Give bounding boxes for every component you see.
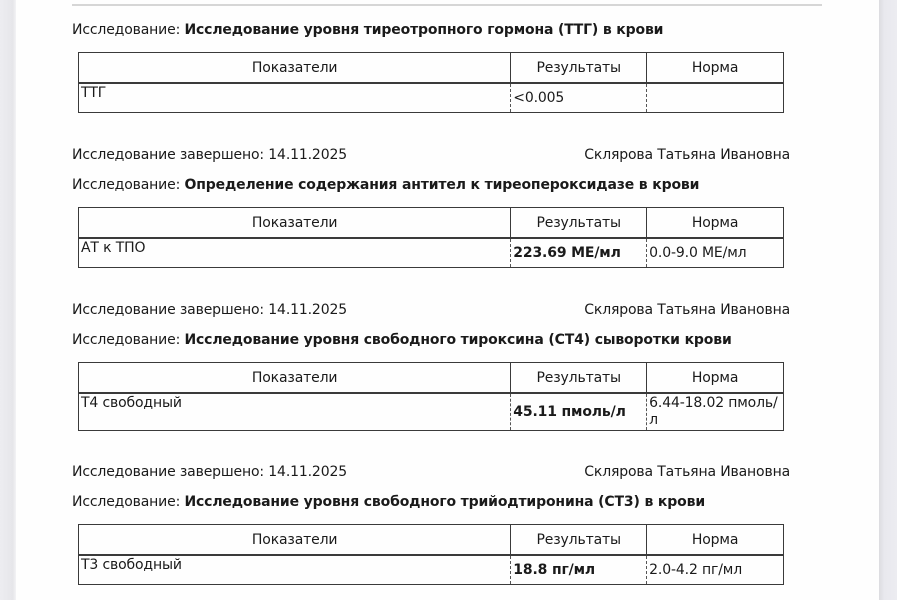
table-header-row	[79, 363, 784, 394]
study-prefix: Исследование:	[72, 22, 181, 38]
table-header-row	[79, 525, 784, 556]
results-table-ft3	[78, 524, 784, 585]
header-result: Результаты	[511, 53, 647, 84]
doctor-name: Склярова Татьяна Ивановна	[584, 147, 790, 163]
study-title: Исследование уровня тиреотропного гормона (ТТГ) в крови	[184, 22, 664, 38]
header-norm: Норма	[647, 363, 784, 394]
header-indicator: Показатели	[79, 525, 511, 556]
table-row	[79, 238, 784, 267]
study-prefix: Исследование:	[72, 332, 181, 348]
cell-result: 45.11 пмоль/л	[511, 393, 647, 430]
cell-indicator: Т3 свободный	[79, 555, 511, 584]
cell-indicator: ТТГ	[79, 83, 511, 112]
doctor-name: Склярова Татьяна Ивановна	[584, 302, 790, 318]
table-row	[79, 83, 784, 112]
cell-norm	[647, 83, 784, 112]
header-indicator: Показатели	[79, 53, 511, 84]
study-title-line	[72, 331, 732, 349]
header-indicator: Показатели	[79, 208, 511, 239]
study-title-line	[72, 21, 663, 39]
header-result: Результаты	[511, 208, 647, 239]
cell-norm: 6.44-18.02 пмоль/л	[647, 393, 784, 430]
header-result: Результаты	[511, 363, 647, 394]
study-title-line	[72, 493, 705, 511]
cell-result: 223.69 МЕ/мл	[511, 238, 647, 267]
completion-line: Исследование завершено: 14.11.2025	[72, 464, 347, 480]
study-title: Определение содержания антител к тиреопероксидазе в крови	[184, 177, 700, 193]
viewer-left-margin	[0, 0, 16, 600]
table-header-row	[79, 208, 784, 239]
cell-result: 18.8 пг/мл	[511, 555, 647, 584]
table-row	[79, 393, 784, 430]
header-norm: Норма	[647, 53, 784, 84]
cell-result: <0.005	[511, 83, 647, 112]
completion-line: Исследование завершено: 14.11.2025	[72, 147, 347, 163]
completion-line: Исследование завершено: 14.11.2025	[72, 302, 347, 318]
results-table-ft4	[78, 362, 784, 431]
viewer-right-margin	[879, 0, 897, 600]
table-header-row	[79, 53, 784, 84]
study-prefix: Исследование:	[72, 494, 181, 510]
cell-indicator: Т4 свободный	[79, 393, 511, 430]
study-prefix: Исследование:	[72, 177, 181, 193]
study-title-line	[72, 176, 699, 194]
results-table-tsh	[78, 52, 784, 113]
header-norm: Норма	[647, 525, 784, 556]
results-table-anti-tpo	[78, 207, 784, 268]
header-norm: Норма	[647, 208, 784, 239]
header-indicator: Показатели	[79, 363, 511, 394]
header-result: Результаты	[511, 525, 647, 556]
cell-indicator: АТ к ТПО	[79, 238, 511, 267]
cell-norm: 2.0-4.2 пг/мл	[647, 555, 784, 584]
top-divider	[72, 4, 822, 6]
study-title: Исследование уровня свободного тироксина (СТ4) сыворотки крови	[184, 332, 732, 348]
cell-norm: 0.0-9.0 МЕ/мл	[647, 238, 784, 267]
doctor-name: Склярова Татьяна Ивановна	[584, 464, 790, 480]
table-row	[79, 555, 784, 584]
study-title: Исследование уровня свободного трийодтиронина (СТ3) в крови	[184, 494, 705, 510]
